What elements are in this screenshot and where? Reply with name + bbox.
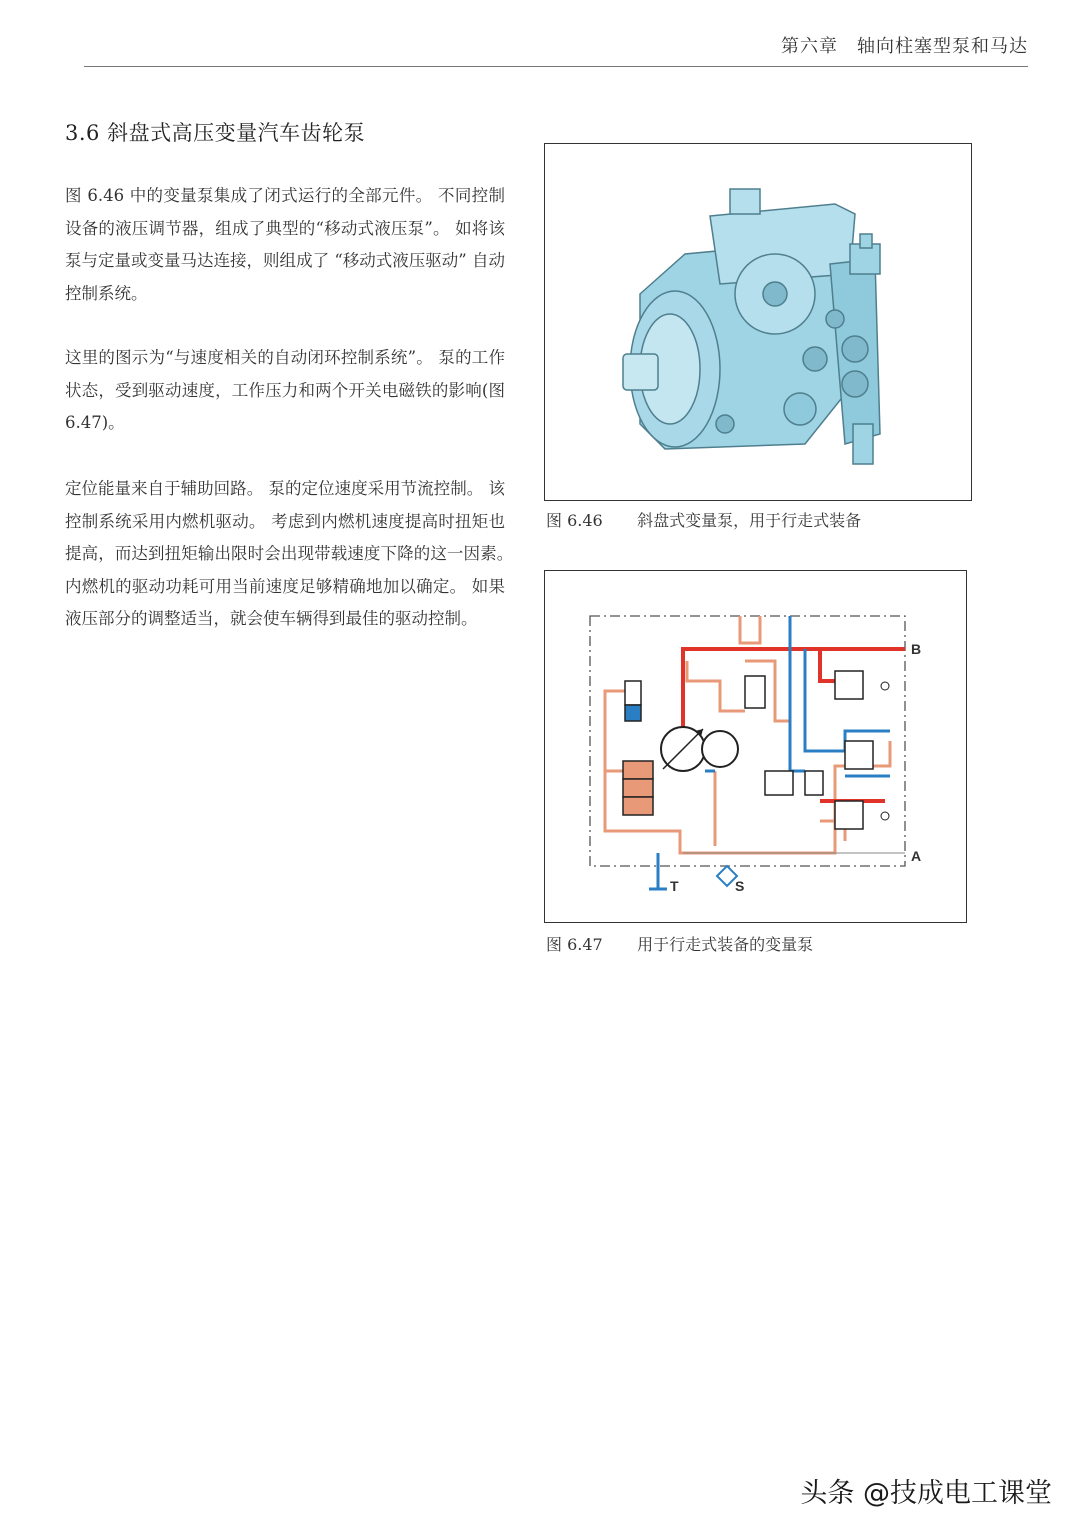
chapter-header: 第六章 轴向柱塞型泵和马达: [781, 36, 1028, 57]
header-divider: [84, 66, 1028, 67]
watermark-text: 头条 @技成电工课堂: [800, 1478, 1052, 1509]
figure-6-46-pump-image: [544, 143, 972, 501]
figure-6-47-hydraulic-schematic: [544, 570, 967, 923]
port-label-b: B: [911, 641, 922, 657]
section-title: 3.6 斜盘式高压变量汽车齿轮泵: [65, 121, 366, 145]
paragraph-2: 这里的图示为“与速度相关的自动闭环控制系统”。 泵的工作状态，受到驱动速度，工作压力和两个开关电磁铁的影响(图 6.47)。: [65, 348, 505, 432]
hydraulic-circuit-diagram: [545, 571, 966, 922]
port-label-t: T: [670, 878, 679, 894]
port-label-s: S: [735, 878, 745, 894]
figure-caption-text: 用于行走式装备的变量泵: [637, 935, 814, 954]
figure-number: 图 6.47: [546, 935, 603, 954]
paragraph-3: 定位能量来自于辅助回路。 泵的定位速度采用节流控制。 该控制系统采用内燃机驱动。 考虑到内燃机速度提高时扭矩也提高，而达到扭矩输出限时会出现带载速度下降的这一因素。 内燃机的驱动功耗可用当前速度足够精确地加以确定。 如果液压部分的调整适当，就会使车辆得到最佳的驱动控制。: [65, 479, 522, 628]
paragraph-1: 图 6.46 中的变量泵集成了闭式运行的全部元件。 不同控制设备的液压调节器，组成了典型的“移动式液压泵”。 如将该泵与定量或变量马达连接，则组成了 “移动式液压驱动” 自动控制系统。: [65, 186, 505, 303]
figure-6-46-caption: [546, 508, 861, 531]
figure-6-47-caption: [546, 932, 813, 955]
figure-number: 图 6.46: [546, 511, 603, 530]
figure-caption-text: 斜盘式变量泵，用于行走式装备: [637, 511, 862, 530]
port-label-a: A: [911, 848, 922, 864]
pump-illustration: [545, 144, 971, 500]
